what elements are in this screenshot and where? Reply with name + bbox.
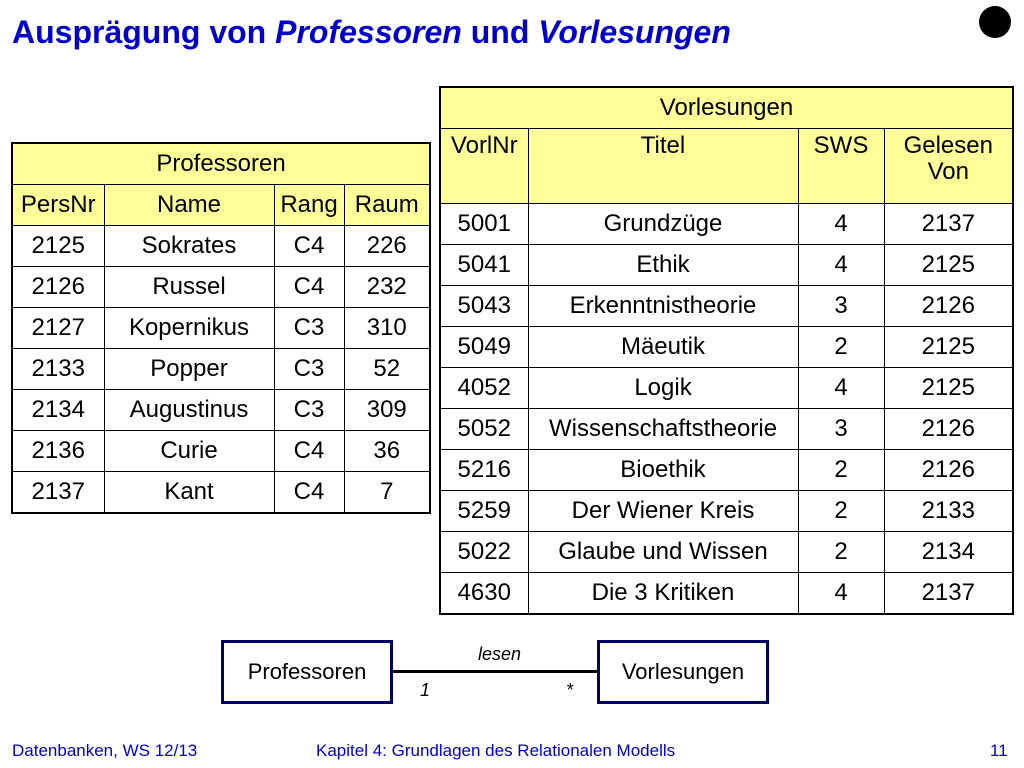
- cell-vorlnr: 4052: [440, 368, 528, 409]
- table-row: [440, 409, 1013, 450]
- table-row: [440, 573, 1013, 615]
- cell-titel: Die 3 Kritiken: [528, 573, 798, 615]
- column-header: Gelesen Von: [884, 129, 1013, 204]
- cell-rang: C4: [274, 431, 344, 472]
- cell-vorlnr: 5259: [440, 491, 528, 532]
- cell-persnr: 2137: [12, 472, 104, 514]
- cell-name: Kant: [104, 472, 274, 514]
- cell-name: Augustinus: [104, 390, 274, 431]
- table-row: [12, 431, 430, 472]
- cell-rang: C3: [274, 349, 344, 390]
- cell-vorlnr: 5052: [440, 409, 528, 450]
- cell-vorlnr: 5043: [440, 286, 528, 327]
- cell-titel: Glaube und Wissen: [528, 532, 798, 573]
- cell-gelesen-von: 2126: [884, 409, 1013, 450]
- cell-sws: 2: [798, 450, 884, 491]
- cell-vorlnr: 4630: [440, 573, 528, 615]
- association-label: lesen: [478, 644, 522, 664]
- cell-sws: 4: [798, 204, 884, 245]
- table-row: [12, 226, 430, 267]
- cell-persnr: 2125: [12, 226, 104, 267]
- cell-gelesen-von: 2125: [884, 245, 1013, 286]
- cell-raum: 309: [344, 390, 430, 431]
- entity-professoren: Professoren: [221, 640, 393, 704]
- cell-persnr: 2126: [12, 267, 104, 308]
- cell-gelesen-von: 2125: [884, 327, 1013, 368]
- table-row: [440, 368, 1013, 409]
- cell-rang: C3: [274, 390, 344, 431]
- cell-name: Sokrates: [104, 226, 274, 267]
- cell-sws: 2: [798, 491, 884, 532]
- cell-titel: Erkenntnistheorie: [528, 286, 798, 327]
- table-row: [440, 450, 1013, 491]
- cell-titel: Mäeutik: [528, 327, 798, 368]
- multiplicity-right: *: [566, 680, 574, 700]
- footer-chapter: Kapitel 4: Grundlagen des Relationalen Modells: [316, 741, 676, 760]
- cell-titel: Wissenschaftstheorie: [528, 409, 798, 450]
- cell-sws: 4: [798, 573, 884, 615]
- cell-rang: C3: [274, 308, 344, 349]
- table-row: [440, 327, 1013, 368]
- column-header: Rang: [274, 185, 344, 226]
- cell-raum: 52: [344, 349, 430, 390]
- cell-persnr: 2127: [12, 308, 104, 349]
- cell-titel: Logik: [528, 368, 798, 409]
- vorlesungen-header-row: [440, 129, 1013, 204]
- cell-gelesen-von: 2125: [884, 368, 1013, 409]
- slide-title: [12, 14, 731, 51]
- cell-gelesen-von: 2126: [884, 286, 1013, 327]
- cell-gelesen-von: 2137: [884, 573, 1013, 615]
- cell-vorlnr: 5216: [440, 450, 528, 491]
- multiplicity-left: 1: [420, 680, 431, 700]
- vorlesungen-caption-row: [440, 87, 1013, 129]
- cell-vorlnr: 5041: [440, 245, 528, 286]
- column-header: VorlNr: [440, 129, 528, 204]
- cell-raum: 36: [344, 431, 430, 472]
- title-prefix: Ausprägung von: [12, 14, 276, 50]
- cell-raum: 226: [344, 226, 430, 267]
- column-header: PersNr: [12, 185, 104, 226]
- cell-sws: 4: [798, 245, 884, 286]
- column-header: Raum: [344, 185, 430, 226]
- page-number: 11: [990, 741, 1008, 760]
- cell-vorlnr: 5022: [440, 532, 528, 573]
- cell-titel: Der Wiener Kreis: [528, 491, 798, 532]
- table-row: [440, 532, 1013, 573]
- title-conjunction: und: [461, 14, 539, 50]
- cell-name: Kopernikus: [104, 308, 274, 349]
- cell-sws: 2: [798, 327, 884, 368]
- title-vorlesungen: Vorlesungen: [538, 14, 731, 50]
- cell-gelesen-von: 2133: [884, 491, 1013, 532]
- cell-titel: Ethik: [528, 245, 798, 286]
- table-row: [12, 472, 430, 514]
- cell-sws: 3: [798, 286, 884, 327]
- cell-persnr: 2134: [12, 390, 104, 431]
- professoren-caption: Professoren: [12, 143, 430, 185]
- table-row: [440, 204, 1013, 245]
- column-header: SWS: [798, 129, 884, 204]
- cell-gelesen-von: 2137: [884, 204, 1013, 245]
- cell-rang: C4: [274, 267, 344, 308]
- bullet-dot-icon: [979, 6, 1011, 38]
- cell-name: Curie: [104, 431, 274, 472]
- cell-sws: 3: [798, 409, 884, 450]
- cell-rang: C4: [274, 472, 344, 514]
- cell-titel: Bioethik: [528, 450, 798, 491]
- cell-persnr: 2133: [12, 349, 104, 390]
- cell-raum: 7: [344, 472, 430, 514]
- cell-sws: 4: [798, 368, 884, 409]
- cell-name: Popper: [104, 349, 274, 390]
- cell-raum: 232: [344, 267, 430, 308]
- cell-gelesen-von: 2126: [884, 450, 1013, 491]
- table-row: [440, 245, 1013, 286]
- cell-raum: 310: [344, 308, 430, 349]
- cell-persnr: 2136: [12, 431, 104, 472]
- professoren-table: [11, 142, 431, 514]
- cell-name: Russel: [104, 267, 274, 308]
- title-professoren: Professoren: [275, 14, 462, 50]
- table-row: [12, 349, 430, 390]
- column-header: Titel: [528, 129, 798, 204]
- table-row: [440, 286, 1013, 327]
- professoren-header-row: [12, 185, 430, 226]
- column-header: Name: [104, 185, 274, 226]
- cell-vorlnr: 5049: [440, 327, 528, 368]
- cell-sws: 2: [798, 532, 884, 573]
- footer-course: Datenbanken, WS 12/13: [12, 741, 198, 760]
- cell-vorlnr: 5001: [440, 204, 528, 245]
- table-row: [12, 267, 430, 308]
- cell-rang: C4: [274, 226, 344, 267]
- vorlesungen-caption: Vorlesungen: [440, 87, 1013, 129]
- vorlesungen-table: [439, 86, 1014, 615]
- cell-gelesen-von: 2134: [884, 532, 1013, 573]
- table-row: [12, 390, 430, 431]
- entity-vorlesungen: Vorlesungen: [597, 640, 769, 704]
- table-row: [12, 308, 430, 349]
- professoren-caption-row: [12, 143, 430, 185]
- cell-titel: Grundzüge: [528, 204, 798, 245]
- association-line: [393, 670, 597, 673]
- table-row: [440, 491, 1013, 532]
